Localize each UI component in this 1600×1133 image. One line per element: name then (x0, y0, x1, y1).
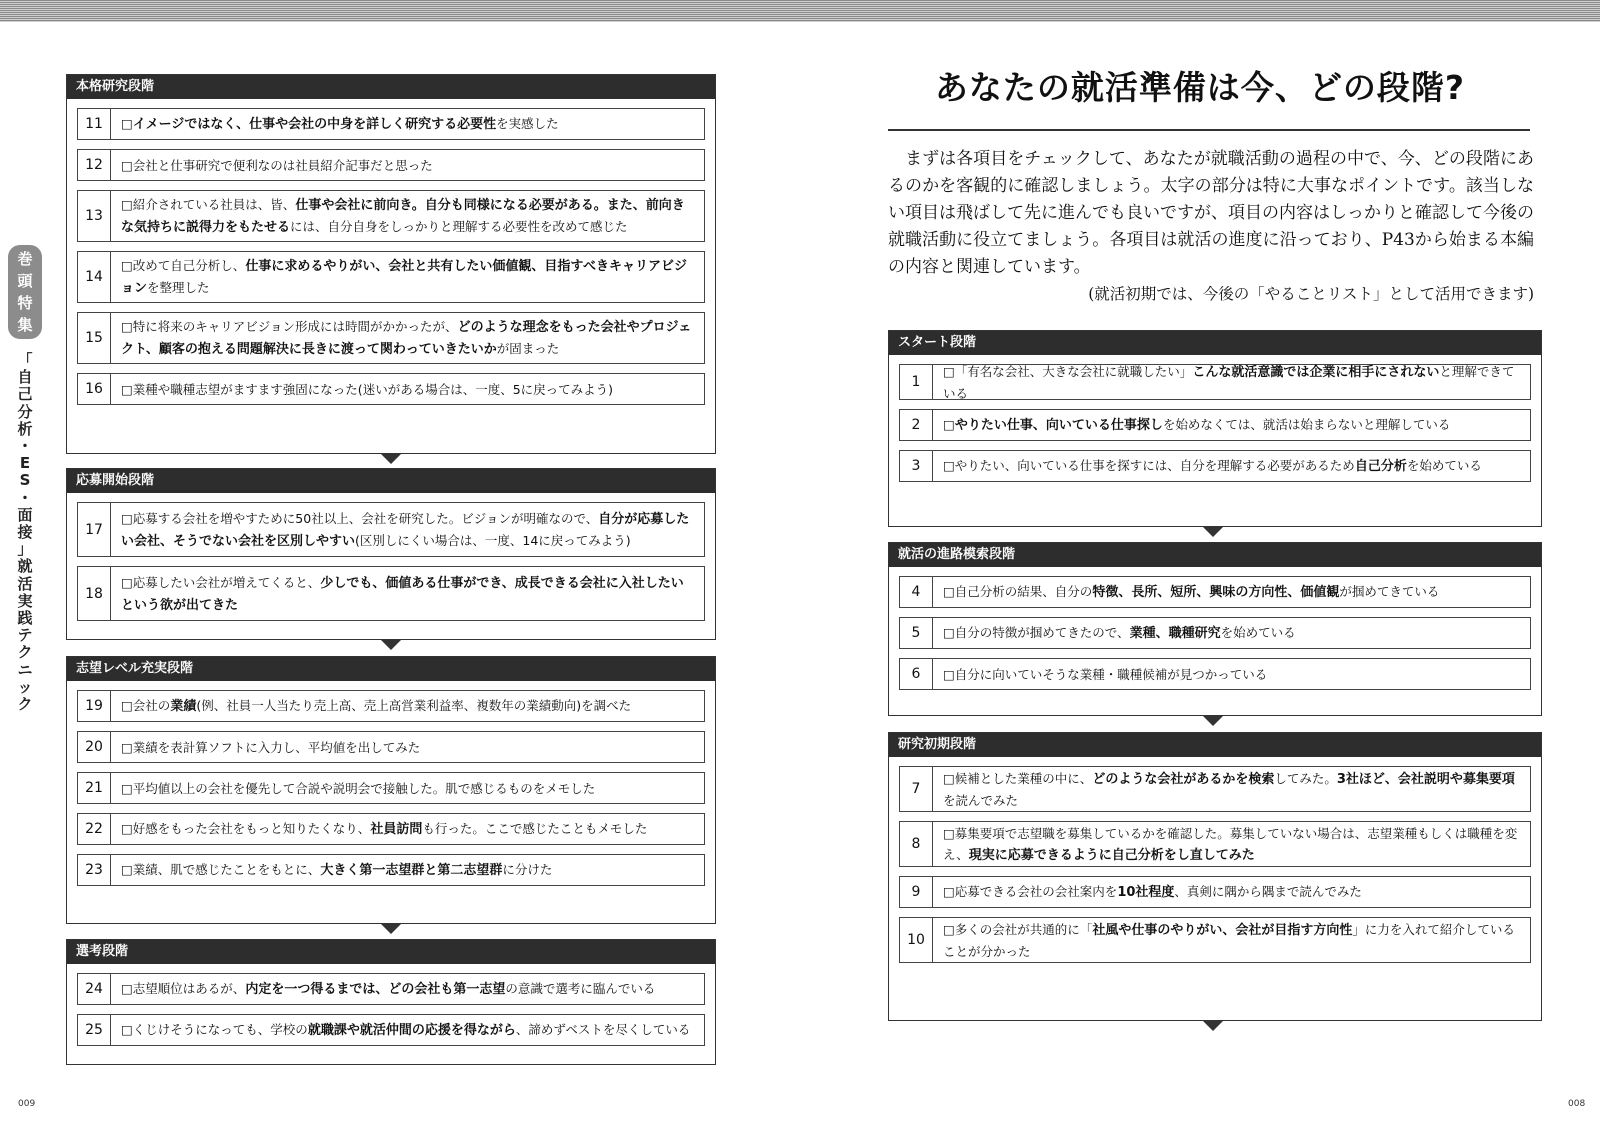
plain-text: を整理した (147, 280, 210, 295)
emphasis-text: 就職課や就活仲間の応援を得ながら (307, 1023, 516, 1038)
section-selection (66, 939, 716, 1065)
checklist-item[interactable] (77, 731, 705, 763)
item-number: 22 (78, 814, 111, 844)
plain-text: □特に将来のキャリアビジョン形成には時間がかかったが、 (121, 319, 458, 334)
item-number: 23 (78, 855, 111, 885)
plain-text: □応募する会社を増やすために50社以上、会社を研究した。ビジョンが明確なので、 (121, 510, 599, 526)
plain-text: 、真剣に隅から隅まで読んでみた (1174, 884, 1362, 899)
plain-text: □「有名な会社、大きな会社に就職したい」 (943, 363, 1193, 379)
chapter-title-char: ッ (17, 677, 33, 696)
item-number: 25 (78, 1015, 111, 1045)
checklist-item[interactable] (899, 766, 1531, 812)
title-divider (888, 129, 1530, 131)
intro-paragraph: まずは各項目をチェックして、あなたが就職活動の過程の中で、今、どの段階にあるのかを客観的に確認しましょう。太字の部分は特に大事なポイントです。該当しない項目は飛ばして先に進んでも良いですが、項目の内容はしっかりと確認して今後の就職活動に役立てましょう。各項目は就活の進度に沿っており、P43から始まる本編の内容と関連しています。 (888, 149, 1534, 277)
emphasis-text: 10社程度 (1117, 885, 1175, 900)
checklist-item[interactable] (77, 973, 705, 1005)
item-text (933, 451, 1530, 481)
item-number: 12 (78, 150, 111, 180)
feature-tab-char: 特 (17, 294, 33, 312)
emphasis-text: 業績 (170, 699, 197, 714)
item-text (111, 855, 704, 885)
checklist-item[interactable] (77, 373, 705, 405)
chapter-title-char: 実 (17, 591, 33, 610)
plain-text: □自分に向いていそうな業種・職種候補が見つかっている (943, 666, 1268, 682)
chapter-title-char: 己 (17, 385, 33, 404)
emphasis-text: 社員訪問 (370, 822, 423, 837)
item-number: 16 (78, 374, 111, 404)
plain-text: を始めなくては、就活は始まらないと理解している (1162, 417, 1451, 432)
section-full-research (66, 74, 716, 454)
item-text (111, 150, 704, 180)
plain-text: (区別しにくい場合は、一度、14に戻ってみよう) (355, 532, 631, 548)
item-number: 17 (78, 503, 111, 556)
plain-text: を始めている (1220, 625, 1296, 640)
emphasis-text: イメージではなく、仕事や会社の中身を詳しく研究する必要性 (132, 117, 497, 132)
chapter-title-char: ク (17, 643, 33, 662)
emphasis-text: 特徴、長所、短所、興味の方向性、価値観 (1092, 585, 1340, 600)
section-career-exploration (888, 542, 1542, 716)
flow-arrow (381, 924, 401, 934)
section-title: 選考段階 (67, 940, 715, 964)
checklist-item[interactable] (899, 821, 1531, 867)
section-title: 研究初期段階 (889, 733, 1541, 757)
item-text (111, 1015, 704, 1045)
chapter-title-char: ・ (17, 488, 33, 507)
chapter-title-char: 「 (17, 351, 33, 369)
checklist-item[interactable] (899, 617, 1531, 649)
checklist-item[interactable] (899, 409, 1531, 441)
emphasis-text: 自己分析 (1354, 459, 1407, 474)
checklist-item[interactable] (899, 917, 1531, 963)
checklist-item[interactable] (899, 364, 1531, 400)
feature-tab-char: 頭 (17, 272, 33, 290)
section-early-research (888, 732, 1542, 1021)
section-title: 応募開始段階 (67, 469, 715, 493)
emphasis-text: 社風や仕事のやりがい、会社が目指す方向性 (1092, 922, 1353, 938)
plain-text: □紹介されている社員は、皆、 (121, 197, 296, 212)
plain-text: □やりたい、向いている仕事を探すには、自分を理解する必要があるため (943, 458, 1355, 473)
plain-text: を実感した (496, 116, 559, 131)
item-text (111, 503, 704, 556)
item-number: 24 (78, 974, 111, 1004)
item-text (111, 567, 704, 620)
plain-text: 、諦めずベストを尽くしている (515, 1022, 691, 1037)
intro-text (888, 146, 1534, 308)
page-number-right: 008 (1568, 1099, 1586, 1109)
checklist-item[interactable] (77, 251, 705, 303)
plain-text: を読んでみた (943, 792, 1019, 808)
item-text (111, 691, 704, 721)
plain-text: □自己分析の結果、自分の (943, 584, 1093, 599)
checklist-item[interactable] (77, 312, 705, 364)
item-text (933, 822, 1530, 866)
section-title: 本格研究段階 (67, 75, 715, 99)
chapter-title-vertical (14, 352, 36, 713)
item-number: 11 (78, 109, 111, 139)
chapter-title-char: 自 (17, 368, 33, 387)
item-number: 2 (900, 410, 933, 440)
item-number: 18 (78, 567, 111, 620)
chapter-title-char: 析 (17, 419, 33, 438)
item-number: 13 (78, 191, 111, 241)
checklist-item[interactable] (77, 813, 705, 845)
emphasis-text: 少しでも、価値ある仕事ができ、成長できる会社に入社したいという欲が出てきた (121, 575, 684, 613)
plain-text: □応募したい会社が増えてくると、 (121, 574, 321, 590)
item-text (933, 618, 1530, 648)
section-start (888, 330, 1542, 527)
intro-note: (就活初期では、今後の「やることリスト」として活用できます) (1088, 285, 1534, 303)
item-number: 4 (900, 577, 933, 607)
item-text (111, 191, 704, 241)
item-text (933, 918, 1530, 962)
plain-text: □好感をもった会社をもっと知りたくなり、 (121, 821, 371, 836)
item-text (111, 313, 704, 363)
plain-text: □改めて自己分析し、 (121, 258, 246, 273)
item-text (933, 365, 1530, 399)
emphasis-text: どのような会社があるかを検索 (1092, 771, 1275, 787)
item-text (111, 814, 704, 844)
item-text (111, 374, 704, 404)
checklist-item[interactable] (77, 772, 705, 804)
item-text (933, 577, 1530, 607)
section-title: 志望レベル充実段階 (67, 657, 715, 681)
item-number: 3 (900, 451, 933, 481)
emphasis-text: 3社ほど、会社説明や募集要項 (1336, 771, 1515, 787)
page-title: あなたの就活準備は今、どの段階? (934, 68, 1466, 107)
checklist-item[interactable] (899, 450, 1531, 482)
plain-text: を始めている (1406, 458, 1482, 473)
plain-text: の意識で選考に臨んでいる (505, 981, 656, 996)
checklist-item[interactable] (77, 190, 705, 242)
plain-text: □自分の特徴が掴めてきたので、 (943, 625, 1130, 640)
plain-text: には、自分自身をしっかりと理解する必要性を改めて感じた (290, 219, 628, 234)
page-number-left: 009 (18, 1099, 36, 1109)
section-title: 就活の進路模索段階 (889, 543, 1541, 567)
item-text (933, 767, 1530, 811)
plain-text: が掴めてきている (1339, 584, 1440, 599)
chapter-title-char: 接 (17, 523, 33, 542)
flow-arrow (1203, 1021, 1223, 1031)
plain-text: □くじけそうになっても、学校の (121, 1022, 308, 1037)
emphasis-text: 内定を一つ得るまでは、どの会社も第一志望 (245, 982, 506, 997)
plain-text: □募集要項で志望職を募集しているかを確認した。募集していない場合は、志望業種もしくは職種を変え、 (943, 825, 1518, 862)
feature-tab-char: 集 (17, 316, 33, 334)
item-number: 5 (900, 618, 933, 648)
plain-text: □業績、肌で感じたことをもとに、 (121, 862, 321, 877)
plain-text: □候補とした業種の中に、 (943, 770, 1093, 786)
plain-text: □業種や職種志望がますます強固になった(迷いがある場合は、一度、5に戻ってみよう) (121, 381, 614, 397)
item-number: 20 (78, 732, 111, 762)
item-text (111, 109, 704, 139)
item-text (111, 252, 704, 302)
checklist-item[interactable] (77, 149, 705, 181)
plain-text: □ (943, 417, 955, 432)
section-aspiration (66, 656, 716, 924)
feature-tab-char: 巻 (17, 250, 33, 268)
section-application-start (66, 468, 716, 640)
checklist-item[interactable] (899, 658, 1531, 690)
chapter-title-char: 分 (17, 402, 33, 421)
item-text (933, 410, 1530, 440)
plain-text: □会社と仕事研究で便利なのは社員紹介記事だと思った (121, 157, 433, 173)
plain-text: □ (121, 116, 133, 131)
plain-text: □業績を表計算ソフトに入力し、平均値を出してみた (121, 739, 421, 755)
flow-arrow (1203, 716, 1223, 726)
chapter-title-char: 」 (17, 540, 33, 559)
checklist-item[interactable] (77, 108, 705, 140)
item-number: 10 (900, 918, 933, 962)
item-number: 6 (900, 659, 933, 689)
chapter-title-char: 就 (17, 557, 33, 576)
checklist-item[interactable] (77, 1014, 705, 1046)
emphasis-text: 自分が応募したい会社、そうでない会社を区別しやすい (121, 511, 690, 549)
flow-arrow (1203, 527, 1223, 537)
checklist-item[interactable] (77, 690, 705, 722)
emphasis-text: 現実に応募できるように自己分析をし直してみた (968, 847, 1255, 863)
plain-text: も行った。ここで感じたこともメモした (422, 821, 648, 836)
item-text (111, 974, 704, 1004)
plain-text: □平均値以上の会社を優先して合説や説明会で接触した。肌で感じるものをメモした (121, 780, 596, 796)
section-title: スタート段階 (889, 331, 1541, 355)
plain-text: □志望順位はあるが、 (121, 981, 246, 996)
chapter-title-char: 面 (17, 505, 33, 524)
item-number: 19 (78, 691, 111, 721)
emphasis-text: 仕事や会社に前向き。自分も同様になる必要がある。また、前向きな気持ちに説得力をもたせる (121, 198, 685, 235)
chapter-title-char: S (19, 471, 31, 490)
checklist-item[interactable] (899, 576, 1531, 608)
chapter-title-char: 践 (17, 609, 33, 628)
checklist-item[interactable] (77, 854, 705, 886)
item-text (111, 773, 704, 803)
plain-text: 」に力を入れて紹介していることが分かった (943, 921, 1515, 959)
emphasis-text: こんな就活意識では企業に相手にされない (1192, 364, 1440, 380)
item-text (933, 659, 1530, 689)
emphasis-text: やりたい仕事、向いている仕事探し (954, 418, 1163, 433)
item-number: 15 (78, 313, 111, 363)
chapter-title-char: ・ (17, 437, 33, 456)
item-number: 21 (78, 773, 111, 803)
item-number: 8 (900, 822, 933, 866)
item-text (933, 877, 1530, 907)
feature-tab (8, 245, 42, 339)
checklist-item[interactable] (899, 876, 1531, 908)
plain-text: □会社の (121, 698, 171, 713)
chapter-title-char: 活 (17, 574, 33, 593)
checklist-item[interactable] (77, 502, 705, 557)
chapter-title-char: テ (17, 626, 33, 645)
plain-text: □応募できる会社の会社案内を (943, 884, 1118, 899)
plain-text: に分けた (502, 862, 553, 877)
chapter-title-char: ク (17, 695, 33, 714)
emphasis-text: どのような理念をもった会社やプロジェクト、顧客の抱える問題解決に長きに渡って関わっていきたいか (121, 320, 692, 357)
item-number: 7 (900, 767, 933, 811)
emphasis-text: 業種、職種研究 (1129, 626, 1221, 641)
flow-arrow (381, 454, 401, 464)
item-text (111, 732, 704, 762)
plain-text: が固まった (496, 341, 560, 356)
item-number: 9 (900, 877, 933, 907)
emphasis-text: 仕事に求めるやりがい、会社と共有したい価値観、目指すべきキャリアビジョン (121, 259, 688, 296)
chapter-title-char: E (19, 454, 31, 473)
plain-text: (例、社員一人当たり売上高、売上高営業利益率、複数年の業績動向)を調べた (196, 698, 632, 713)
plain-text: □多くの会社が共通的に「 (943, 921, 1093, 937)
top-header-bar (0, 0, 1600, 22)
emphasis-text: 大きく第一志望群と第二志望群 (320, 863, 503, 878)
item-number: 14 (78, 252, 111, 302)
item-number: 1 (900, 365, 933, 399)
checklist-item[interactable] (77, 566, 705, 621)
chapter-title-char: ニ (17, 660, 33, 679)
plain-text: してみた。 (1274, 770, 1337, 786)
flow-arrow (381, 640, 401, 650)
plain-text: と理解できている (943, 363, 1515, 401)
